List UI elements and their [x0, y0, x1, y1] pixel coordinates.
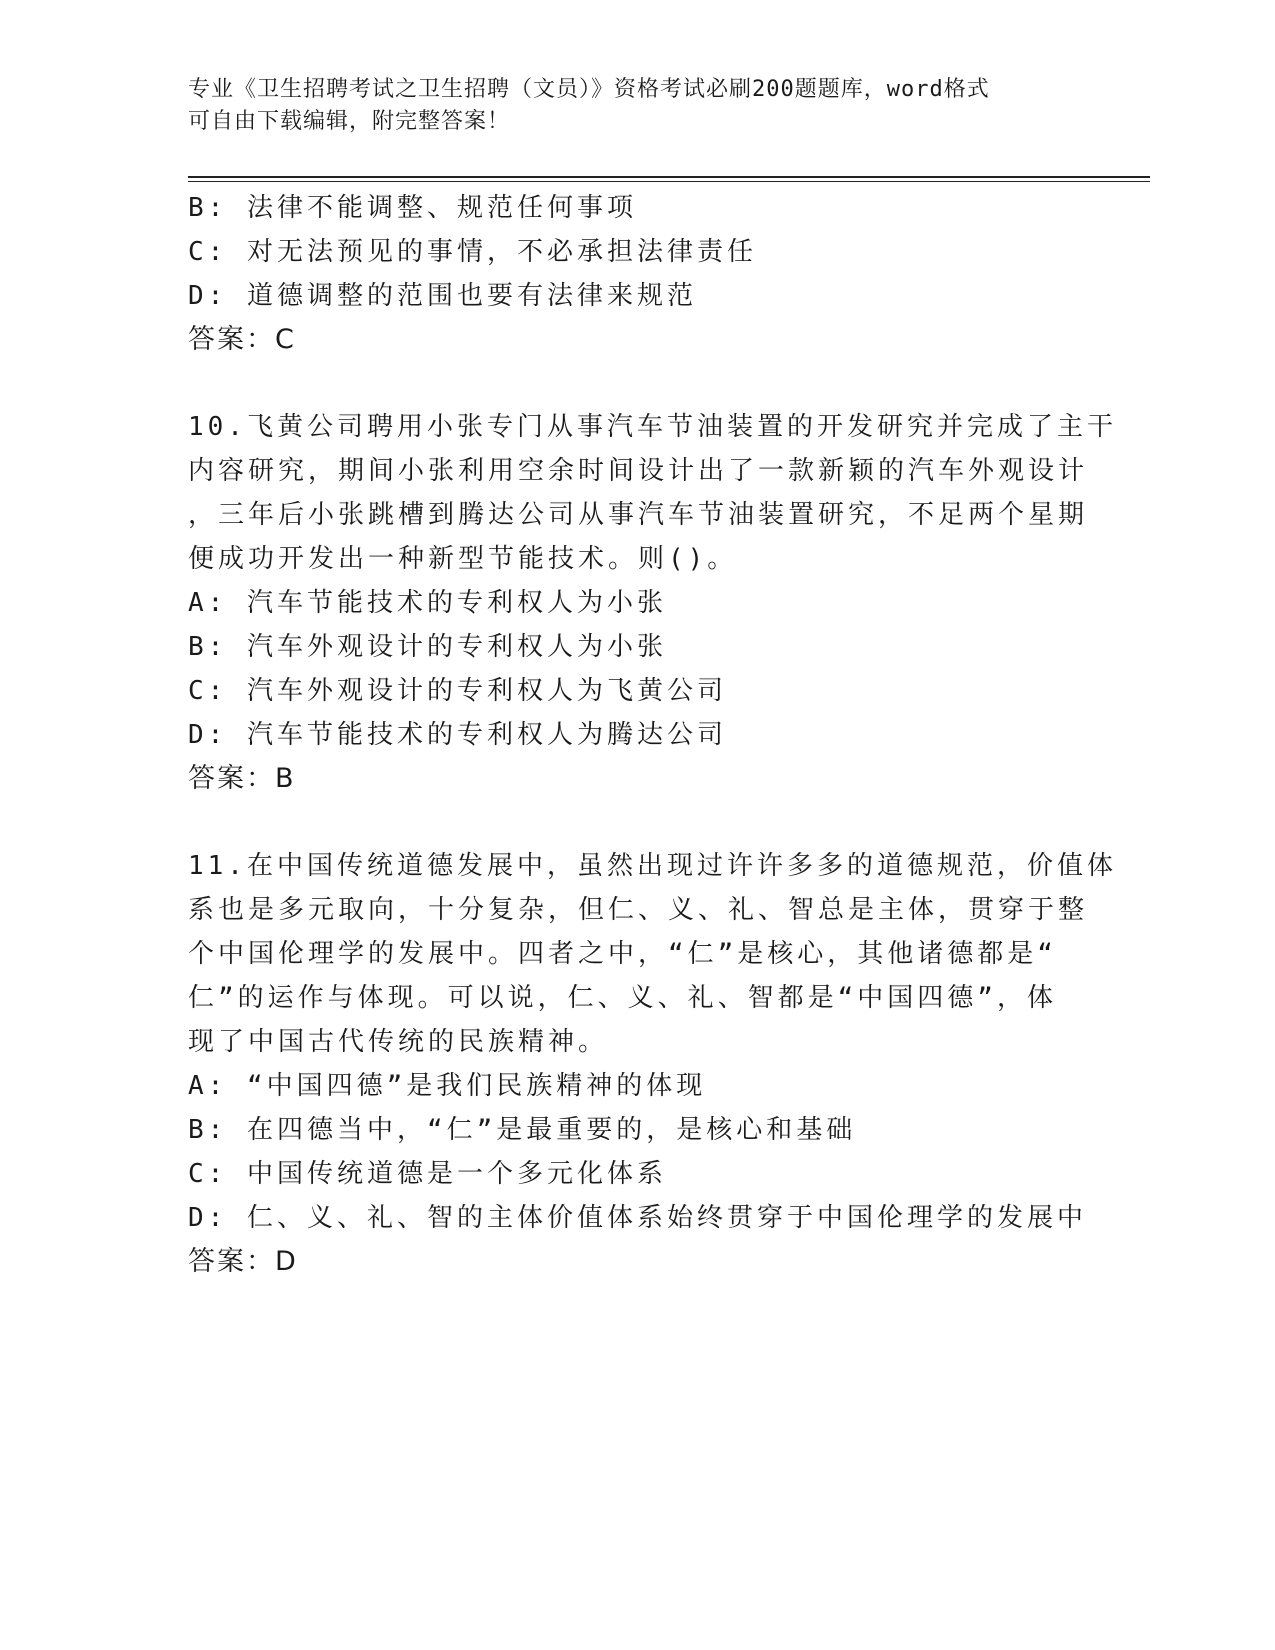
- q10-answer: 答案：B: [188, 763, 296, 794]
- header-rule-thick: [188, 176, 1150, 178]
- q10-stem-line-1: 10.飞黄公司聘用小张专门从事汽车节油装置的开发研究并完成了主干: [188, 412, 1117, 442]
- q11-option-b: B: 在四德当中，“仁”是最重要的，是核心和基础: [188, 1115, 857, 1145]
- q9-answer: 答案：C: [188, 324, 296, 355]
- q11-stem-line-2: 系也是多元取向，十分复杂，但仁、义、礼、智总是主体，贯穿于整: [188, 895, 1089, 925]
- q11-option-c: C: 中国传统道德是一个多元化体系: [188, 1159, 667, 1189]
- q11-option-d: D: 仁、义、礼、智的主体价值体系始终贯穿于中国伦理学的发展中: [188, 1203, 1087, 1233]
- q9-option-c: C: 对无法预见的事情，不必承担法律责任: [188, 237, 757, 267]
- q10-option-d: D: 汽车节能技术的专利权人为腾达公司: [188, 720, 727, 750]
- q10-stem-line-4: 便成功开发出一种新型节能技术。则()。: [188, 544, 738, 574]
- q10-stem-line-2: 内容研究，期间小张利用空余时间设计出了一款新颖的汽车外观设计: [188, 456, 1089, 486]
- header-line-1: 专业《卫生招聘考试之卫生招聘（文员）》资格考试必刷200题题库，word格式: [188, 77, 990, 102]
- q11-stem-line-3: 个中国伦理学的发展中。四者之中，“仁”是核心，其他诸德都是“: [188, 939, 1057, 969]
- q10-option-c: C: 汽车外观设计的专利权人为飞黄公司: [188, 676, 727, 706]
- q11-option-a: A: “中国四德”是我们民族精神的体现: [188, 1071, 707, 1101]
- q11-stem-line-5: 现了中国古代传统的民族精神。: [188, 1027, 609, 1057]
- q11-answer: 答案：D: [188, 1246, 298, 1277]
- q9-option-b: B: 法律不能调整、规范任何事项: [188, 193, 637, 223]
- q11-stem-line-4: 仁”的运作与体现。可以说，仁、义、礼、智都是“中国四德”，体: [188, 983, 1057, 1013]
- q10-option-b: B: 汽车外观设计的专利权人为小张: [188, 632, 667, 662]
- q10-option-a: A: 汽车节能技术的专利权人为小张: [188, 588, 667, 618]
- q11-stem-line-1: 11.在中国传统道德发展中，虽然出现过许许多多的道德规范，价值体: [188, 851, 1117, 881]
- q10-stem-line-3: ，三年后小张跳槽到腾达公司从事汽车节油装置研究，不足两个星期: [188, 500, 1089, 530]
- q9-option-d: D: 道德调整的范围也要有法律来规范: [188, 281, 697, 311]
- header-line-2: 可自由下载编辑，附完整答案！: [188, 109, 511, 134]
- header-rule-thin: [188, 181, 1150, 182]
- page-header: [188, 74, 1068, 138]
